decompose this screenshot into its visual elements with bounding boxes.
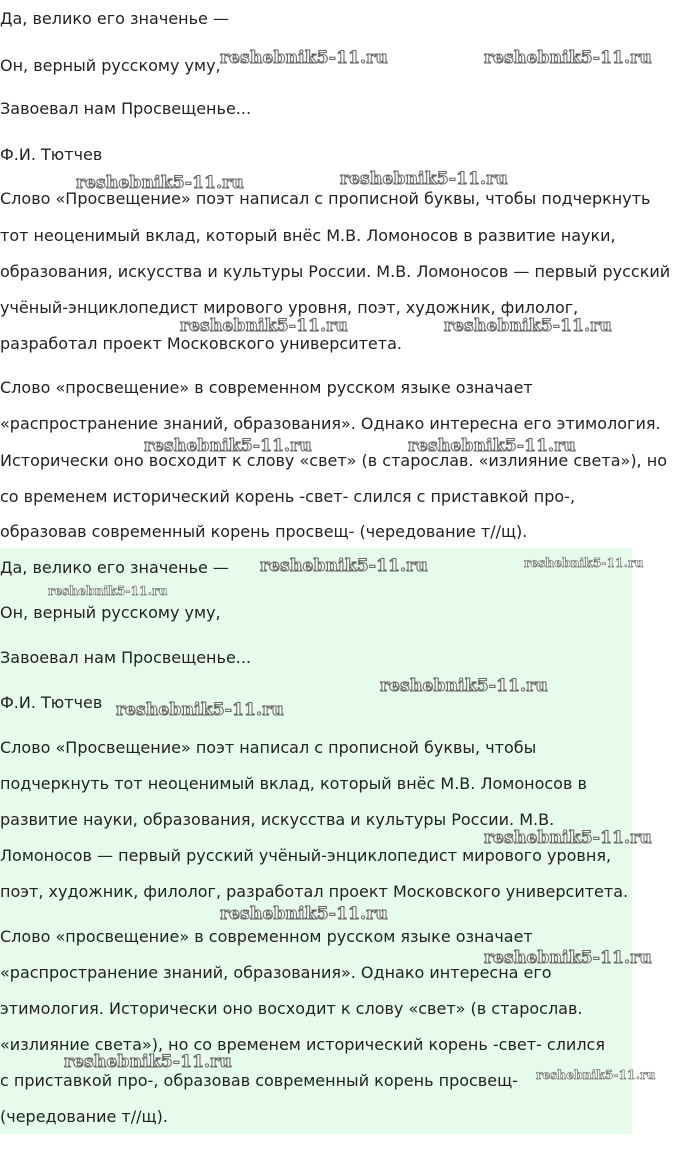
paragraph-line: Исторически оно восходит к слову «свет» (в старослав. «излияние света»), но xyxy=(0,451,667,470)
watermark: reshebnik5-11.ru xyxy=(340,169,508,189)
paragraph-line: образования, искусства и культуры России. М.В. Ломоносов — первый русский xyxy=(0,262,671,281)
watermark: reshebnik5-11.ru xyxy=(180,316,348,336)
watermark: reshebnik5-11.ru xyxy=(64,1052,232,1072)
paragraph-line: «распространение знаний, образования». Однако интересна его xyxy=(0,963,552,982)
watermark: reshebnik5-11.ru xyxy=(484,828,652,848)
paragraph-line: этимология. Исторически оно восходит к слову «свет» (в старослав. xyxy=(0,999,583,1018)
watermark: reshebnik5-11.ru xyxy=(144,436,312,456)
poem-line-1: Да, велико его значенье — xyxy=(0,9,229,28)
watermark: reshebnik5-11.ru xyxy=(484,948,652,968)
watermark: reshebnik5-11.ru xyxy=(48,584,168,598)
watermark: reshebnik5-11.ru xyxy=(260,556,428,576)
poem-line-3: Завоевал нам Просвещенье... xyxy=(0,648,252,667)
watermark: reshebnik5-11.ru xyxy=(408,436,576,456)
paragraph-line: (чередование т//щ). xyxy=(0,1107,168,1126)
paragraph-line: со временем исторический корень -свет- слился с приставкой про-, xyxy=(0,487,576,506)
watermark: reshebnik5-11.ru xyxy=(380,676,548,696)
paragraph-line: Слово «просвещение» в современном русском языке означает xyxy=(0,927,533,946)
paragraph-line: «излияние света»), но со временем исторический корень -свет- слился xyxy=(0,1035,605,1054)
paragraph-line: Слово «Просвещение» поэт написал с прописной буквы, чтобы xyxy=(0,738,537,757)
poem-author: Ф.И. Тютчев xyxy=(0,145,103,164)
paragraph-line: с приставкой про-, образовав современный корень просвещ- xyxy=(0,1071,518,1090)
watermark: reshebnik5-11.ru xyxy=(116,700,284,720)
paragraph-line: «распространение знаний, образования». Однако интересна его этимология. xyxy=(0,414,661,433)
paragraph-line: Слово «просвещение» в современном русском языке означает xyxy=(0,378,533,397)
watermark: reshebnik5-11.ru xyxy=(76,173,244,193)
poem-line-2: Он, верный русскому уму, xyxy=(0,56,221,75)
poem-line-3: Завоевал нам Просвещенье... xyxy=(0,99,252,118)
watermark: reshebnik5-11.ru xyxy=(524,556,644,570)
paragraph-line: поэт, художник, филолог, разработал проект Московского университета. xyxy=(0,882,629,901)
paragraph-line: Слово «Просвещение» поэт написал с прописной буквы, чтобы подчеркнуть xyxy=(0,189,651,208)
watermark: reshebnik5-11.ru xyxy=(484,48,652,68)
watermark: reshebnik5-11.ru xyxy=(536,1068,656,1082)
paragraph-line: тот неоценимый вклад, который внёс М.В. Ломоносов в развитие науки, xyxy=(0,226,616,245)
watermark: reshebnik5-11.ru xyxy=(220,48,388,68)
paragraph-line: Ломоносов — первый русский учёный-энциклопедист мирового уровня, xyxy=(0,846,612,865)
paragraph-line: развитие науки, образования, искусства и культуры России. М.В. xyxy=(0,810,555,829)
watermark: reshebnik5-11.ru xyxy=(220,904,388,924)
paragraph-line: образовав современный корень просвещ- (чередование т//щ). xyxy=(0,522,528,541)
paragraph-line: подчеркнуть тот неоценимый вклад, который внёс М.В. Ломоносов в xyxy=(0,774,587,793)
poem-line-1: Да, велико его значенье — xyxy=(0,558,229,577)
poem-line-2: Он, верный русскому уму, xyxy=(0,603,221,622)
paragraph-line: учёный-энциклопедист мирового уровня, поэт, художник, филолог, xyxy=(0,298,579,317)
watermark: reshebnik5-11.ru xyxy=(444,316,612,336)
poem-author: Ф.И. Тютчев xyxy=(0,693,103,712)
paragraph-line: разработал проект Московского университета. xyxy=(0,334,402,353)
